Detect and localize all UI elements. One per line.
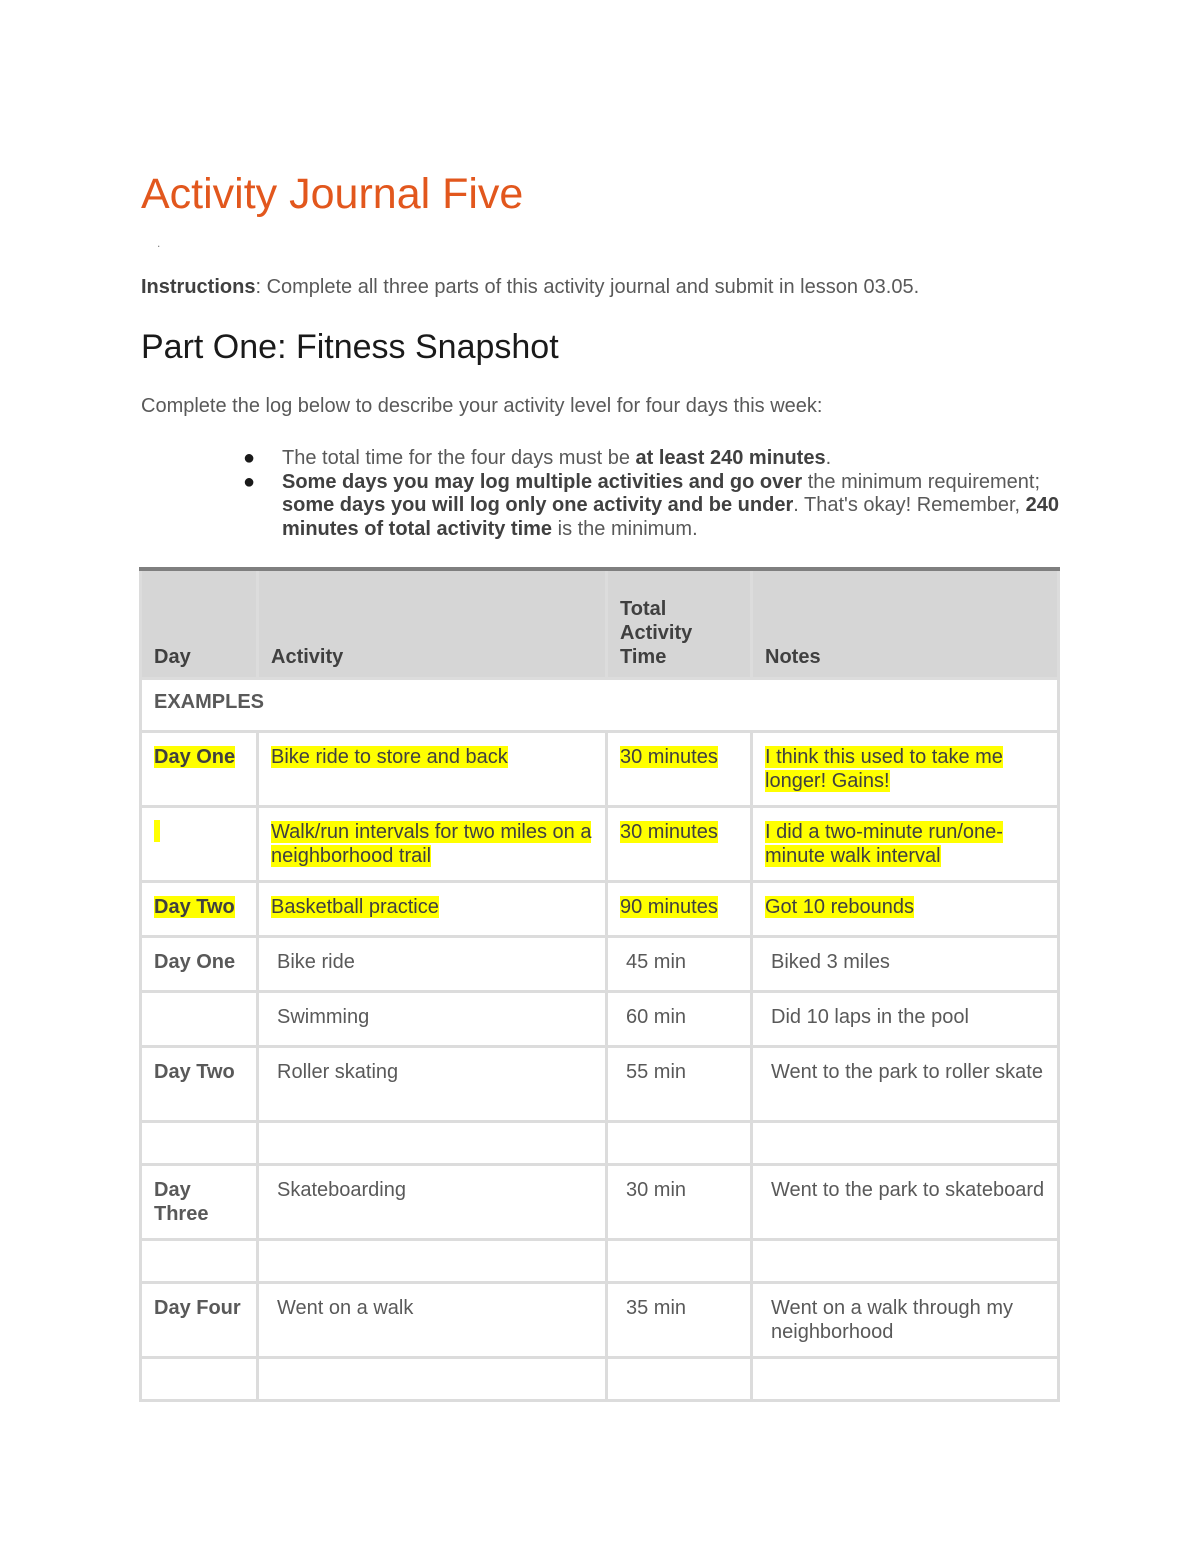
- header-notes: Notes: [752, 569, 1059, 679]
- notes-cell: I did a two-minute run/one-minute walk interval: [752, 807, 1059, 882]
- activity-cell[interactable]: Bike ride: [258, 937, 607, 992]
- table-row: [141, 1047, 1059, 1122]
- bullet-icon: ●: [243, 447, 256, 469]
- day-cell: Day Two: [141, 1047, 258, 1122]
- part-one-heading: Part One: Fitness Snapshot: [141, 328, 559, 366]
- time-cell[interactable]: 30 min: [607, 1165, 752, 1240]
- header-day: Day: [141, 569, 258, 679]
- table-row: [141, 1283, 1059, 1358]
- notes-cell: Got 10 rebounds: [752, 882, 1059, 937]
- bullet-icon: ●: [243, 470, 256, 493]
- activity-cell[interactable]: [258, 1358, 607, 1401]
- list-item: ● Some days you may log multiple activities and go over the minimum requirement; some days you will log only one activity and be under. That's okay! Remember, 240 minutes of total activity time is the minimum.: [243, 470, 1060, 540]
- notes-cell[interactable]: Biked 3 miles: [752, 937, 1059, 992]
- instructions-label: Instructions: [141, 276, 256, 298]
- day-cell: Day Three: [141, 1165, 258, 1240]
- notes-cell[interactable]: Went to the park to roller skate: [752, 1047, 1059, 1122]
- day-cell: Day Four: [141, 1283, 258, 1358]
- activity-cell[interactable]: Roller skating: [258, 1047, 607, 1122]
- instructions: [141, 276, 919, 299]
- activity-cell[interactable]: Went on a walk: [258, 1283, 607, 1358]
- notes-cell: I think this used to take me longer! Gains!: [752, 732, 1059, 807]
- time-cell: 30 minutes: [607, 732, 752, 807]
- notes-cell[interactable]: Went to the park to skateboard: [752, 1165, 1059, 1240]
- intro-text: Complete the log below to describe your activity level for four days this week:: [141, 395, 823, 417]
- notes-cell[interactable]: [752, 1240, 1059, 1283]
- activity-cell[interactable]: [258, 1122, 607, 1165]
- notes-cell[interactable]: [752, 1122, 1059, 1165]
- table-row: [141, 807, 1059, 882]
- highlight-mark: [154, 820, 160, 842]
- day-cell: Day One: [141, 732, 258, 807]
- table-header-row: [141, 569, 1059, 679]
- examples-label: EXAMPLES: [141, 679, 1059, 732]
- examples-row: [141, 679, 1059, 732]
- time-cell[interactable]: [607, 1122, 752, 1165]
- time-cell[interactable]: [607, 1240, 752, 1283]
- day-cell: Day Two: [141, 882, 258, 937]
- table-row: [141, 1240, 1059, 1283]
- day-cell[interactable]: [141, 1122, 258, 1165]
- activity-cell[interactable]: Skateboarding: [258, 1165, 607, 1240]
- header-total-time: Total Activity Time: [607, 569, 752, 679]
- day-cell[interactable]: [141, 1358, 258, 1401]
- table-row: [141, 1358, 1059, 1401]
- time-cell[interactable]: 35 min: [607, 1283, 752, 1358]
- time-cell[interactable]: 55 min: [607, 1047, 752, 1122]
- activity-cell: Basketball practice: [258, 882, 607, 937]
- instructions-text: : Complete all three parts of this activity journal and submit in lesson 03.05.: [255, 276, 920, 298]
- time-cell[interactable]: 45 min: [607, 937, 752, 992]
- day-cell: [141, 807, 258, 882]
- page-title: Activity Journal Five: [141, 170, 524, 218]
- table-row: [141, 1122, 1059, 1165]
- list-item: ● The total time for the four days must be at least 240 minutes.: [243, 447, 832, 469]
- table-row: [141, 1165, 1059, 1240]
- activity-cell[interactable]: [258, 1240, 607, 1283]
- table-row: [141, 882, 1059, 937]
- table-row: [141, 937, 1059, 992]
- notes-cell[interactable]: Did 10 laps in the pool: [752, 992, 1059, 1047]
- requirements-list: [243, 447, 1063, 541]
- activity-log-table: [139, 567, 1060, 1402]
- day-cell[interactable]: [141, 1240, 258, 1283]
- time-cell: 90 minutes: [607, 882, 752, 937]
- activity-cell: Bike ride to store and back: [258, 732, 607, 807]
- stray-dot: .: [157, 236, 161, 250]
- notes-cell[interactable]: Went on a walk through my neighborhood: [752, 1283, 1059, 1358]
- time-cell[interactable]: [607, 1358, 752, 1401]
- header-activity: Activity: [258, 569, 607, 679]
- time-cell: 30 minutes: [607, 807, 752, 882]
- activity-cell: Walk/run intervals for two miles on a neighborhood trail: [258, 807, 607, 882]
- day-cell: Day One: [141, 937, 258, 992]
- time-cell[interactable]: 60 min: [607, 992, 752, 1047]
- table-row: [141, 992, 1059, 1047]
- day-cell[interactable]: [141, 992, 258, 1047]
- notes-cell[interactable]: [752, 1358, 1059, 1401]
- activity-cell[interactable]: Swimming: [258, 992, 607, 1047]
- table-row: [141, 732, 1059, 807]
